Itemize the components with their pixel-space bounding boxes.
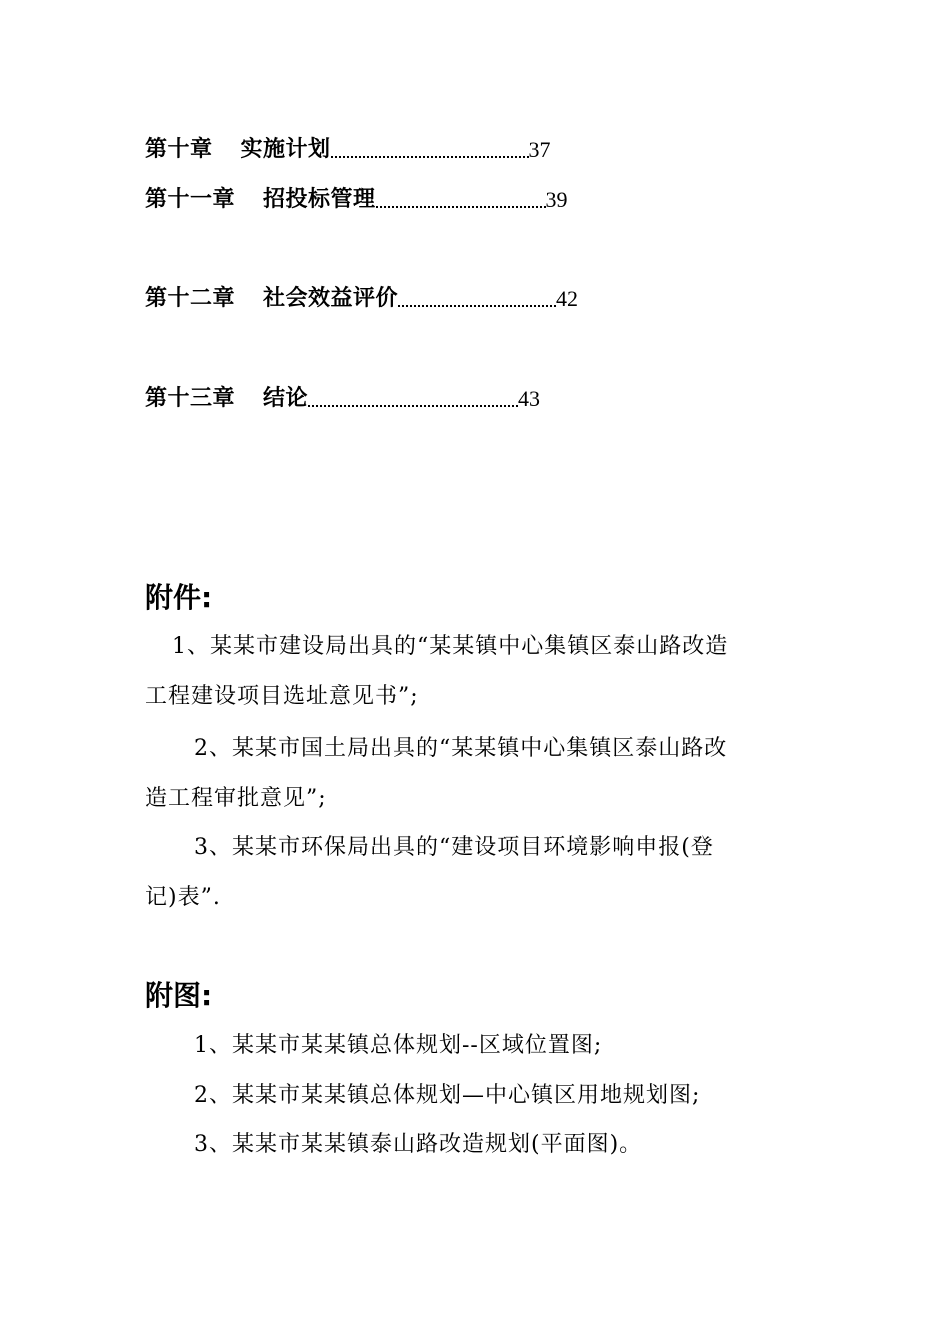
toc-page-number: 43 [518, 386, 541, 411]
toc-chapter-number: 第十一章 [145, 187, 236, 212]
toc-chapter-title: 实施计划 [240, 137, 331, 162]
toc-entry-ch12[interactable] [145, 283, 578, 313]
attachment-item-1-line-1: 1、某某市建设局出具的“某某镇中心集镇区泰山路改造 [172, 634, 729, 659]
attachments-heading: 附件: [145, 581, 213, 614]
toc-chapter-title: 结论 [263, 386, 309, 411]
toc-entry-ch13[interactable] [145, 383, 540, 413]
toc-page-number: 42 [556, 286, 579, 311]
figure-item-2: 2、某某市某某镇总体规划—中心镇区用地规划图; [194, 1083, 701, 1108]
figure-item-1: 1、某某市某某镇总体规划--区域位置图; [194, 1033, 603, 1058]
attachment-item-3-line-1: 3、某某市环保局出具的“建设项目环境影响申报(登 [194, 835, 714, 860]
attachment-item-3-line-2: 记)表”. [145, 885, 221, 910]
toc-dot-leader [376, 206, 546, 208]
attachment-item-2-line-1: 2、某某市国土局出具的“某某镇中心集镇区泰山路改 [194, 736, 728, 761]
toc-dot-leader [331, 156, 529, 158]
attachment-item-2-line-2: 造工程审批意见”; [145, 786, 327, 811]
toc-chapter-title: 社会效益评价 [263, 286, 399, 311]
toc-entry-ch10[interactable] [145, 134, 551, 164]
toc-page-number: 39 [545, 187, 568, 212]
toc-dot-leader [398, 305, 556, 307]
toc-chapter-number: 第十章 [145, 137, 213, 162]
figure-item-3: 3、某某市某某镇泰山路改造规划(平面图)。 [194, 1132, 643, 1157]
attachment-item-1-line-2: 工程建设项目选址意见书”; [145, 684, 419, 709]
toc-chapter-number: 第十二章 [145, 286, 236, 311]
toc-chapter-title: 招投标管理 [263, 187, 376, 212]
toc-entry-ch11[interactable] [145, 184, 568, 214]
toc-dot-leader [308, 405, 518, 407]
toc-chapter-number: 第十三章 [145, 386, 236, 411]
toc-page-number: 37 [528, 137, 551, 162]
figures-heading: 附图: [145, 979, 213, 1012]
